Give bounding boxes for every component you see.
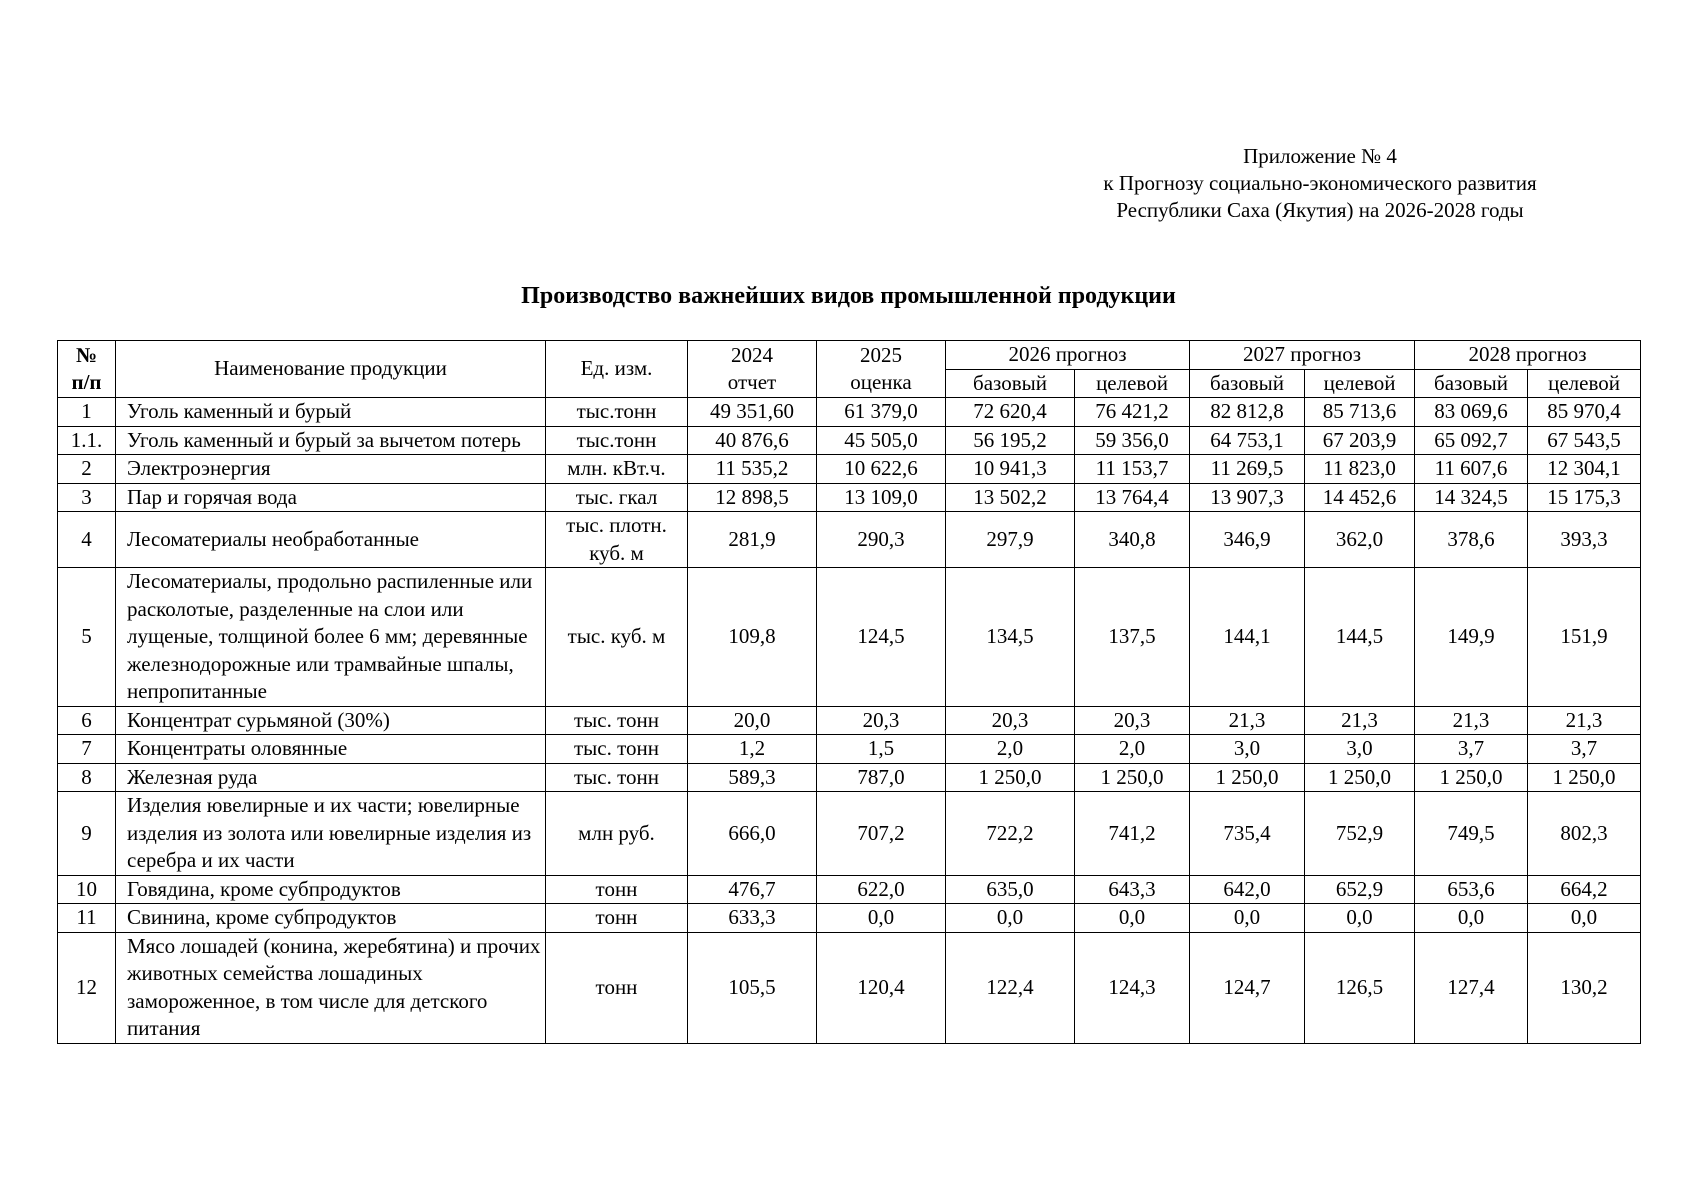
header-number-sign: № [75,342,98,367]
header-2025 [817,341,946,398]
row-product-name: Концентрат сурьмяной (30%) [116,706,546,735]
cell-2025-estimate: 13 109,0 [817,483,946,512]
row-product-name: Уголь каменный и бурый за вычетом потерь [116,426,546,455]
cell-2027-base: 3,0 [1190,735,1305,764]
table-body [58,398,1641,1044]
header-2025-year: 2025 [860,342,902,367]
cell-2026-base: 134,5 [946,568,1075,707]
cell-2026-base: 72 620,4 [946,398,1075,427]
cell-2024-report: 105,5 [688,932,817,1043]
cell-2026-base: 56 195,2 [946,426,1075,455]
cell-2027-target: 1 250,0 [1305,763,1415,792]
cell-2028-base: 3,7 [1415,735,1528,764]
row-product-name: Уголь каменный и бурый [116,398,546,427]
cell-2027-base: 21,3 [1190,706,1305,735]
row-number: 7 [58,735,116,764]
cell-2026-base: 122,4 [946,932,1075,1043]
cell-2028-target: 802,3 [1528,792,1641,876]
cell-2027-target: 144,5 [1305,568,1415,707]
cell-2026-base: 635,0 [946,875,1075,904]
cell-2024-report: 589,3 [688,763,817,792]
row-number: 8 [58,763,116,792]
cell-2026-target: 137,5 [1075,568,1190,707]
table-row [58,426,1641,455]
cell-2027-base: 144,1 [1190,568,1305,707]
cell-2025-estimate: 0,0 [817,904,946,933]
cell-2028-target: 12 304,1 [1528,455,1641,484]
header-number-pp: п/п [71,370,102,394]
cell-2026-target: 643,3 [1075,875,1190,904]
cell-2028-target: 67 543,5 [1528,426,1641,455]
cell-2027-target: 652,9 [1305,875,1415,904]
cell-2028-target: 151,9 [1528,568,1641,707]
cell-2028-base: 653,6 [1415,875,1528,904]
cell-2026-base: 1 250,0 [946,763,1075,792]
appendix-line-2: к Прогнозу социально-экономического развития [1103,171,1537,195]
table-row [58,398,1641,427]
cell-2027-target: 3,0 [1305,735,1415,764]
cell-2026-target: 124,3 [1075,932,1190,1043]
row-number: 6 [58,706,116,735]
cell-2027-target: 11 823,0 [1305,455,1415,484]
cell-2025-estimate: 45 505,0 [817,426,946,455]
cell-2028-base: 0,0 [1415,904,1528,933]
table-row [58,568,1641,707]
cell-2025-estimate: 622,0 [817,875,946,904]
cell-2028-base: 21,3 [1415,706,1528,735]
cell-2028-base: 65 092,7 [1415,426,1528,455]
header-2025-sub: оценка [850,370,912,394]
header-2028-forecast: 2028 прогноз [1415,341,1641,370]
header-number [58,341,116,398]
cell-2027-target: 752,9 [1305,792,1415,876]
cell-2028-base: 83 069,6 [1415,398,1528,427]
cell-2028-base: 14 324,5 [1415,483,1528,512]
cell-2027-target: 21,3 [1305,706,1415,735]
row-unit: тыс. куб. м [546,568,688,707]
cell-2024-report: 20,0 [688,706,817,735]
cell-2027-base: 642,0 [1190,875,1305,904]
cell-2028-base: 149,9 [1415,568,1528,707]
row-number: 11 [58,904,116,933]
cell-2027-target: 126,5 [1305,932,1415,1043]
row-unit: тыс. тонн [546,735,688,764]
cell-2026-target: 0,0 [1075,904,1190,933]
cell-2026-target: 13 764,4 [1075,483,1190,512]
cell-2027-base: 82 812,8 [1190,398,1305,427]
row-number: 12 [58,932,116,1043]
cell-2025-estimate: 20,3 [817,706,946,735]
cell-2028-base: 11 607,6 [1415,455,1528,484]
row-product-name: Говядина, кроме субпродуктов [116,875,546,904]
row-product-name: Лесоматериалы, продольно распиленные или расколотые, разделенные на слои или лущеные, толщиной более 6 мм; деревянные железнодорожные или трамвайные шпалы, непропитанные [116,568,546,707]
cell-2027-base: 735,4 [1190,792,1305,876]
row-unit: тыс.тонн [546,426,688,455]
cell-2027-target: 14 452,6 [1305,483,1415,512]
row-number: 4 [58,512,116,568]
cell-2025-estimate: 61 379,0 [817,398,946,427]
cell-2026-base: 13 502,2 [946,483,1075,512]
header-2027-base: базовый [1190,369,1305,398]
row-unit: тыс. плотн. куб. м [546,512,688,568]
cell-2025-estimate: 787,0 [817,763,946,792]
row-product-name: Свинина, кроме субпродуктов [116,904,546,933]
row-number: 2 [58,455,116,484]
cell-2024-report: 1,2 [688,735,817,764]
table-row [58,706,1641,735]
cell-2026-base: 297,9 [946,512,1075,568]
cell-2028-base: 749,5 [1415,792,1528,876]
row-unit: тыс. гкал [546,483,688,512]
cell-2027-base: 64 753,1 [1190,426,1305,455]
cell-2027-base: 0,0 [1190,904,1305,933]
table-row [58,455,1641,484]
cell-2026-base: 0,0 [946,904,1075,933]
cell-2026-target: 741,2 [1075,792,1190,876]
cell-2025-estimate: 10 622,6 [817,455,946,484]
cell-2026-target: 340,8 [1075,512,1190,568]
appendix-line-3: Республики Саха (Якутия) на 2026-2028 годы [1116,198,1524,222]
header-2024-sub: отчет [727,370,777,394]
table-row [58,735,1641,764]
cell-2026-target: 11 153,7 [1075,455,1190,484]
table-row [58,763,1641,792]
cell-2026-base: 10 941,3 [946,455,1075,484]
header-unit: Ед. изм. [546,341,688,398]
cell-2025-estimate: 124,5 [817,568,946,707]
row-number: 1.1. [58,426,116,455]
cell-2024-report: 633,3 [688,904,817,933]
row-unit: млн. кВт.ч. [546,455,688,484]
row-number: 5 [58,568,116,707]
cell-2027-target: 67 203,9 [1305,426,1415,455]
row-unit: тонн [546,875,688,904]
table-row [58,904,1641,933]
cell-2028-target: 0,0 [1528,904,1641,933]
row-number: 1 [58,398,116,427]
cell-2026-target: 76 421,2 [1075,398,1190,427]
cell-2028-base: 127,4 [1415,932,1528,1043]
cell-2027-base: 124,7 [1190,932,1305,1043]
cell-2028-target: 130,2 [1528,932,1641,1043]
cell-2027-target: 362,0 [1305,512,1415,568]
cell-2027-base: 13 907,3 [1190,483,1305,512]
row-unit: тыс. тонн [546,763,688,792]
table-header-row-1 [58,341,1641,370]
row-unit: тонн [546,932,688,1043]
appendix-line-1: Приложение № 4 [1243,144,1397,168]
cell-2024-report: 476,7 [688,875,817,904]
header-2026-forecast: 2026 прогноз [946,341,1190,370]
row-unit: тыс.тонн [546,398,688,427]
row-product-name: Пар и горячая вода [116,483,546,512]
cell-2025-estimate: 290,3 [817,512,946,568]
header-2027-target: целевой [1305,369,1415,398]
cell-2028-base: 378,6 [1415,512,1528,568]
header-2026-target: целевой [1075,369,1190,398]
row-product-name: Концентраты оловянные [116,735,546,764]
appendix-reference [1000,143,1640,224]
cell-2027-base: 1 250,0 [1190,763,1305,792]
cell-2028-target: 85 970,4 [1528,398,1641,427]
table-row [58,512,1641,568]
cell-2025-estimate: 120,4 [817,932,946,1043]
cell-2026-target: 2,0 [1075,735,1190,764]
cell-2024-report: 12 898,5 [688,483,817,512]
cell-2027-target: 0,0 [1305,904,1415,933]
header-2028-target: целевой [1528,369,1641,398]
cell-2026-base: 20,3 [946,706,1075,735]
cell-2028-target: 3,7 [1528,735,1641,764]
row-product-name: Мясо лошадей (конина, жеребятина) и прочих животных семейства лошадиных замороженное, в том числе для детского питания [116,932,546,1043]
header-2028-base: базовый [1415,369,1528,398]
cell-2024-report: 49 351,60 [688,398,817,427]
cell-2026-base: 722,2 [946,792,1075,876]
cell-2024-report: 666,0 [688,792,817,876]
cell-2024-report: 40 876,6 [688,426,817,455]
row-unit: тонн [546,904,688,933]
header-product-name: Наименование продукции [116,341,546,398]
row-number: 10 [58,875,116,904]
header-2026-base: базовый [946,369,1075,398]
row-product-name: Изделия ювелирные и их части; ювелирные изделия из золота или ювелирные изделия из серебра и их части [116,792,546,876]
table-row [58,483,1641,512]
document-title: Производство важнейших видов промышленной продукции [521,283,1176,309]
cell-2024-report: 281,9 [688,512,817,568]
cell-2026-target: 59 356,0 [1075,426,1190,455]
cell-2028-target: 1 250,0 [1528,763,1641,792]
row-product-name: Железная руда [116,763,546,792]
cell-2028-target: 15 175,3 [1528,483,1641,512]
cell-2026-target: 20,3 [1075,706,1190,735]
cell-2027-base: 11 269,5 [1190,455,1305,484]
cell-2028-target: 21,3 [1528,706,1641,735]
header-2024-year: 2024 [731,342,773,367]
cell-2027-base: 346,9 [1190,512,1305,568]
row-product-name: Электроэнергия [116,455,546,484]
cell-2026-base: 2,0 [946,735,1075,764]
cell-2025-estimate: 707,2 [817,792,946,876]
row-unit: млн руб. [546,792,688,876]
header-2027-forecast: 2027 прогноз [1190,341,1415,370]
cell-2028-base: 1 250,0 [1415,763,1528,792]
table-row [58,792,1641,876]
row-number: 3 [58,483,116,512]
table-row [58,875,1641,904]
row-number: 9 [58,792,116,876]
cell-2024-report: 109,8 [688,568,817,707]
cell-2028-target: 664,2 [1528,875,1641,904]
cell-2027-target: 85 713,6 [1305,398,1415,427]
cell-2026-target: 1 250,0 [1075,763,1190,792]
cell-2025-estimate: 1,5 [817,735,946,764]
cell-2028-target: 393,3 [1528,512,1641,568]
header-2024 [688,341,817,398]
production-table [57,340,1641,1044]
row-unit: тыс. тонн [546,706,688,735]
row-product-name: Лесоматериалы необработанные [116,512,546,568]
cell-2024-report: 11 535,2 [688,455,817,484]
table-row [58,932,1641,1043]
